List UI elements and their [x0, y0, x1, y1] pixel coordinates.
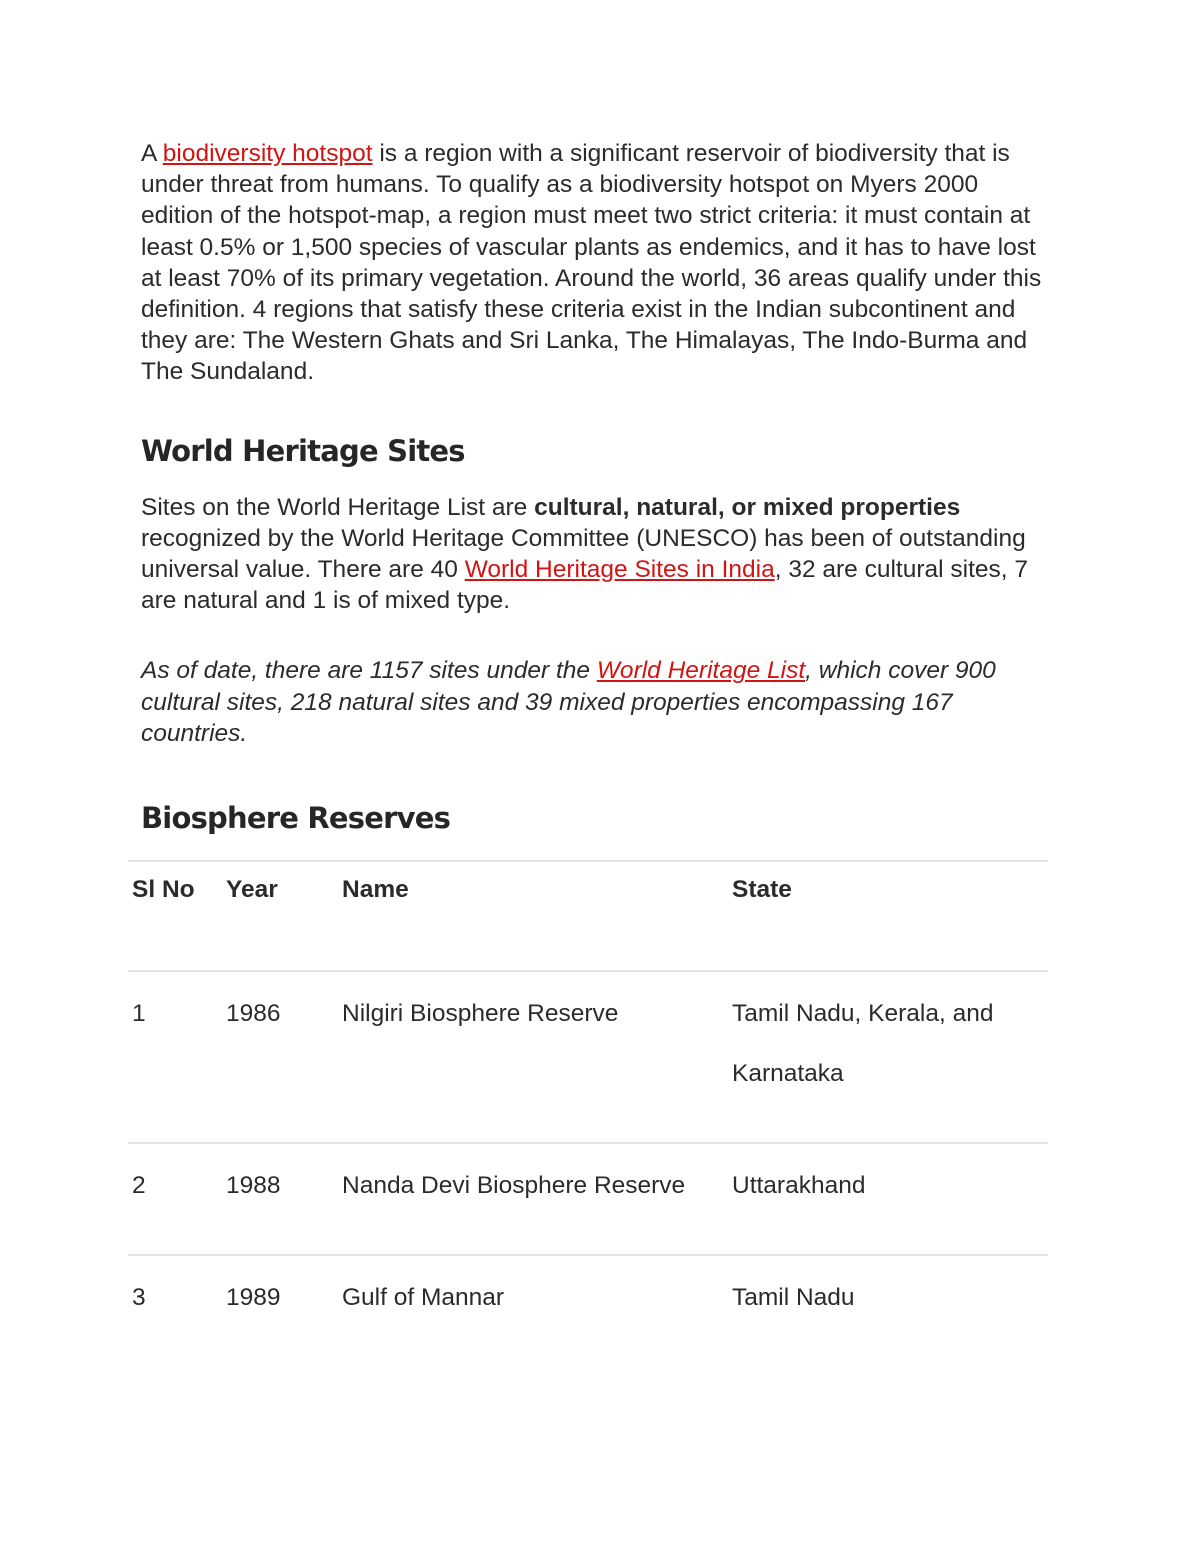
document-body: [141, 138, 1051, 835]
cell-sl-no: 2: [128, 1143, 226, 1255]
cell-state: Tamil Nadu: [732, 1255, 1048, 1365]
table-row: [128, 1255, 1048, 1365]
cell-year: 1989: [226, 1255, 342, 1365]
stats-text-end: , which cover 900 cultural sites, 218 natural sites and 39 mixed properties encompassing 167 countries.: [141, 657, 996, 747]
cell-name: Nilgiri Biosphere Reserve: [342, 971, 732, 1143]
cell-state: Tamil Nadu, Kerala, and Karnataka: [732, 971, 1048, 1143]
biosphere-reserves-heading: Biosphere Reserves: [141, 801, 451, 836]
heritage-bold-text: cultural, natural, or mixed properties: [534, 493, 961, 521]
table-row: [128, 971, 1048, 1143]
column-header-state: State: [732, 861, 1048, 971]
world-heritage-list-link[interactable]: World Heritage List: [596, 657, 806, 685]
cell-sl-no: 3: [128, 1255, 226, 1365]
cell-sl-no: 1: [128, 971, 226, 1143]
stats-text-start: As of date, there are 1157 sites under the: [141, 657, 597, 685]
cell-state: Uttarakhand: [732, 1143, 1048, 1255]
column-header-year: Year: [226, 861, 342, 971]
biodiversity-hotspot-link[interactable]: biodiversity hotspot: [162, 140, 373, 167]
intro-paragraph: [141, 138, 1051, 388]
heritage-text-start: Sites on the World Heritage List are: [141, 493, 535, 521]
table-row: [128, 1143, 1048, 1255]
world-heritage-sites-india-link[interactable]: World Heritage Sites in India: [464, 556, 775, 584]
intro-text-rest: is a region with a significant reservoir of biodiversity that is under threat from humans. To qualify as a biodiversity hotspot on Myers 2000 edition of the hotspot-map, a region must meet two strict criteria: it must contain at least 0.5% or 1,500 species of vascular plants as endemics, and it has to have lost at least 70% of its primary vegetation. Around the world, 36 areas qualify under this definition. 4 regions that satisfy these criteria exist in the Indian subcontinent and they are: The Western Ghats and Sri Lanka, The Himalayas, The Indo-Burma and The Sundaland.: [141, 140, 1042, 386]
world-heritage-heading: World Heritage Sites: [141, 433, 465, 468]
table-header-row: [128, 861, 1048, 971]
cell-year: 1986: [226, 971, 342, 1143]
biosphere-reserves-table: [128, 860, 1048, 1365]
heritage-text-middle: recognized by the World Heritage Committee (UNESCO) has been of outstanding universal value. There are 40: [141, 524, 1026, 584]
column-header-name: Name: [342, 861, 732, 971]
cell-name: Gulf of Mannar: [342, 1255, 732, 1365]
cell-year: 1988: [226, 1143, 342, 1255]
heritage-text-end: , 32 are cultural sites, 7 are natural and 1 is of mixed type.: [141, 556, 1029, 615]
world-heritage-paragraph: [141, 492, 1051, 617]
cell-name: Nanda Devi Biosphere Reserve: [342, 1143, 732, 1255]
intro-text-start: A: [141, 140, 163, 167]
heritage-stats-paragraph: [141, 655, 1051, 749]
column-header-sl-no: Sl No: [128, 861, 226, 971]
